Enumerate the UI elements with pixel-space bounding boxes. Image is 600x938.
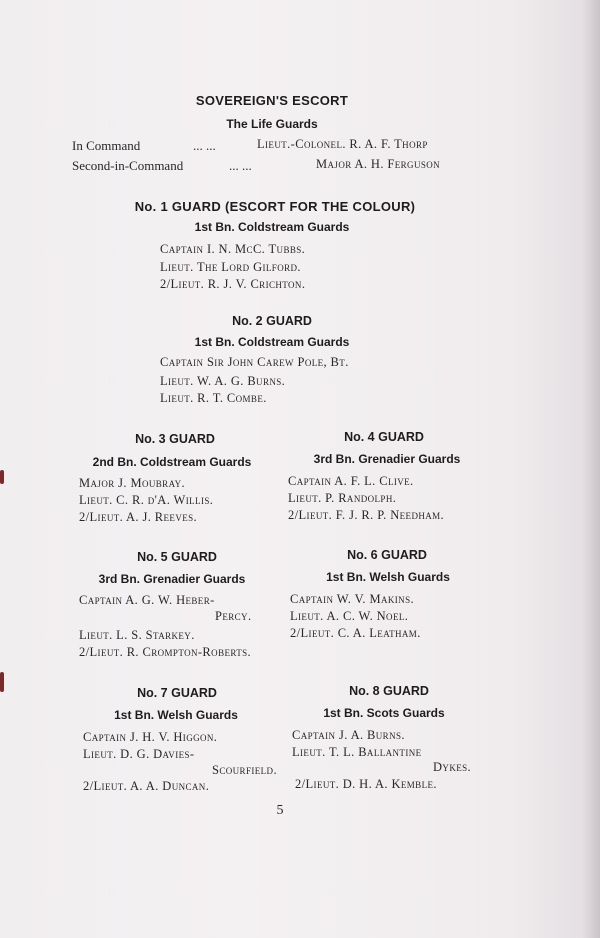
margin-mark [0,470,4,484]
guard8-officer: Captain J. A. Burns. [292,728,405,742]
guard3-officer: Lieut. C. R. d'A. Willis. [79,493,214,507]
guard5-unit: 3rd Bn. Grenadier Guards [98,572,246,586]
guard6-title: No. 6 GUARD [347,548,427,562]
guard3-officer: Major J. Moubray. [79,476,186,490]
command-name: Lieut.-Colonel. R. A. F. Thorp [257,137,428,151]
page-edge-shadow [582,0,600,938]
guard7-officer: Lieut. D. G. Davies- [83,747,195,761]
second-name: Major A. H. Ferguson [316,157,441,171]
guard2-unit: 1st Bn. Coldstream Guards [194,335,350,349]
guard6-officer: Captain W. V. Makins. [290,592,414,606]
guard8-officer: 2/Lieut. D. H. A. Kemble. [295,777,437,791]
guard3-title: No. 3 GUARD [135,432,215,446]
guard7-unit: 1st Bn. Welsh Guards [114,708,238,722]
guard1-officer: 2/Lieut. R. J. V. Crichton. [160,277,306,291]
guard5-officer: 2/Lieut. R. Crompton-Roberts. [79,645,252,659]
guard1-unit: 1st Bn. Coldstream Guards [194,220,350,234]
guard2-officer: Lieut. W. A. G. Burns. [160,374,286,388]
guard5-officer: Percy. [215,609,252,623]
page-number: 5 [276,803,284,818]
command-dots: ... ... [193,138,216,153]
guard8-officer: Lieut. T. L. Ballantine [292,745,422,759]
guard1-title: No. 1 GUARD (ESCORT FOR THE COLOUR) [134,199,416,214]
guard6-unit: 1st Bn. Welsh Guards [326,570,450,584]
escort-title: SOVEREIGN'S ESCORT [195,93,349,108]
guard7-title: No. 7 GUARD [137,686,217,700]
guard2-title: No. 2 GUARD [232,314,312,328]
guard4-title: No. 4 GUARD [344,430,424,444]
margin-mark [0,672,4,692]
guard8-title: No. 8 GUARD [349,684,429,698]
guard3-officer: 2/Lieut. A. J. Reeves. [79,510,198,524]
guard4-unit: 3rd Bn. Grenadier Guards [313,452,461,466]
guard7-officer: Scourfield. [212,763,277,777]
second-dots: ... ... [229,158,252,173]
guard8-officer: Dykes. [433,760,472,774]
guard3-unit: 2nd Bn. Coldstream Guards [92,455,252,469]
guard4-officer: Lieut. P. Randolph. [288,491,397,505]
guard4-officer: Captain A. F. L. Clive. [288,474,414,488]
guard1-officer: Lieut. The Lord Gilford. [160,260,301,274]
guard6-officer: Lieut. A. C. W. Noel. [290,609,409,623]
guard7-officer: Captain J. H. V. Higgon. [83,730,218,744]
command-role: In Command [72,138,141,153]
guard2-officer: Lieut. R. T. Combe. [160,391,267,405]
guard5-title: No. 5 GUARD [137,550,217,564]
guard5-officer: Lieut. L. S. Starkey. [79,628,195,642]
guard5-officer: Captain A. G. W. Heber- [79,593,215,607]
guard1-officer: Captain I. N. McC. Tubbs. [160,242,306,256]
guard7-officer: 2/Lieut. A. A. Duncan. [83,779,210,793]
escort-subtitle: The Life Guards [226,117,318,131]
guard6-officer: 2/Lieut. C. A. Leatham. [290,626,421,640]
guard8-unit: 1st Bn. Scots Guards [323,706,445,720]
guard4-officer: 2/Lieut. F. J. R. P. Needham. [288,508,445,522]
second-role: Second-in-Command [72,158,184,173]
guard2-officer: Captain Sir John Carew Pole, Bt. [160,355,349,369]
